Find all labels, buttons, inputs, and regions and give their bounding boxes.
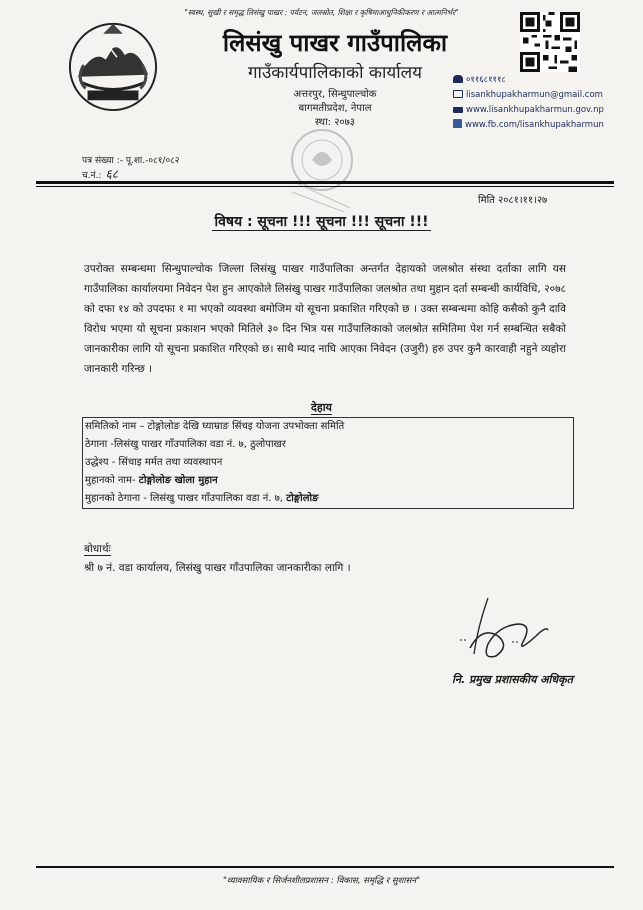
contact-web [453,103,604,118]
subject-text: विषय : सूचना !!! सूचना !!! सूचना !!! [214,214,429,230]
contact-phone [453,73,604,88]
copy-to-heading: बोधार्थः [84,543,111,555]
address-line: अत्तरपुर, सिन्धुपाल्चोक [293,89,377,100]
dispatch-value: ६८ [105,167,118,181]
contact-facebook [453,118,604,133]
letter-number: पत्र संख्या :- पू.शा.-०८१/०८२ [82,156,180,166]
details-heading-text: देहाय [311,401,332,414]
source-address-label: मुहानको ठेगाना - लिसंखु पाखर गाँउपालिका वडा नं. ७, [85,493,287,504]
signer-title: नि. प्रमुख प्रशासकीय अधिकृत [452,673,573,686]
source-address-value: टोङ्गोलोङ [286,493,319,504]
details-box [82,417,574,509]
address-line: बागमतीप्रदेश, नेपाल [298,103,372,114]
dispatch-label: च.नं.: [82,171,102,181]
issue-date: मिति २०८१।११।२७ [478,195,548,206]
facebook-text[interactable]: www.fb.com/lisankhupakharmun [465,120,604,130]
details-heading [0,400,643,415]
notice-body: उपरोक्त सम्बन्धमा सिन्धुपाल्चोक जिल्ला लिसंखु पाखर गाउँपालिका अन्तर्गत देहायको जलश्रोत संस्था दर्ताका लागि यस गाउँपालिका कार्यालयमा निवेदन पेश हुन आएकोले लिसंखु पाखर गाउँपालिका जलश्रोत तथा मुहान दर्ता सम्बन्धी कार्यविधि, २०७८ को दफा १४ को उपदफा १ मा भएको व्यवस्था बमोजिम यो सूचना प्रकाशित गरिएको छ । उक्त सम्बन्धमा कोहि कसैको कुनै दावि विरोध भएमा यो सूचना प्रकाशन भएको मितिले ३० दिन भित्र यस गाउँपालिकाको जलश्रोत समितिमा पेश गर्न सम्बन्धित सबैको जानकारीका लागि यो सूचना प्रकाशित गरिएको छ। साथै म्याद नाघि आएका निवेदन (उजुरी) हरु उपर कुनै कारवाही नहुने व्यहोरा जानकारी गरिन्छ । [84,263,566,375]
reference-block [82,155,180,183]
source-address-row [83,490,573,508]
subject-line [0,212,643,231]
header-rule-thick [36,181,614,184]
municipality-title: लिसंखु पाखर गाउँपालिका [222,29,448,57]
web-text[interactable]: www.lisankhupakharmun.gov.np [466,105,604,115]
email-icon [453,90,463,98]
address-row: ठेगाना -लिसंखु पाखर गाँउपालिका वडा नं. ७, ठुलोपाखर [85,439,286,450]
purpose-row: उद्धेश्य - सिंचाइ मर्मत तथा व्यवस्थापन [85,457,223,468]
facebook-icon [453,119,462,128]
established-line: स्था: २०७३ [314,117,356,128]
header-rule-thin [36,186,614,187]
phone-text: ०११६८१११८ [466,75,506,85]
source-name-row [83,472,573,490]
committee-name-row: समितिको नाम – टोङ्गोलोङ देखि घ्याम्राङ सिंचइ योजना उपभोक्ता समिति [85,421,345,432]
footer-rule [36,866,614,868]
signature-icon [452,596,562,666]
contact-email [453,88,604,103]
web-icon [453,107,463,113]
office-subtitle: गाउँकार्यपालिकाको कार्यालय [247,63,423,83]
nepal-emblem-icon [64,20,162,112]
phone-icon [453,75,463,83]
email-text[interactable]: lisankhupakharmun@gmail.com [466,90,603,100]
copy-to-block [84,540,351,578]
source-name-label: मुहानको नाम- [85,475,139,486]
office-stamp-icon [284,122,360,212]
header-motto: "स्वस्थ, सुखी र समृद्ध लिसंखु पाखर : पर्यटन, जलस्रोत, शिक्षा र कृषिमाआधुनिकीकरण र आत्मनिर्भर" [184,8,459,17]
qr-code-icon [520,12,580,72]
source-name-value: टोङ्गोलोङ खोला मुहान [138,475,218,486]
footer-motto: "व्यावसायिक र सिर्जनशीलप्रशासन : विकास, समृद्धि र सुशासन" [222,876,421,886]
copy-to-line: श्री ७ नं. वडा कार्यालय, लिसंखु पाखर गाँउपालिका जानकारीका लागि । [84,562,351,574]
contact-list [453,73,604,133]
